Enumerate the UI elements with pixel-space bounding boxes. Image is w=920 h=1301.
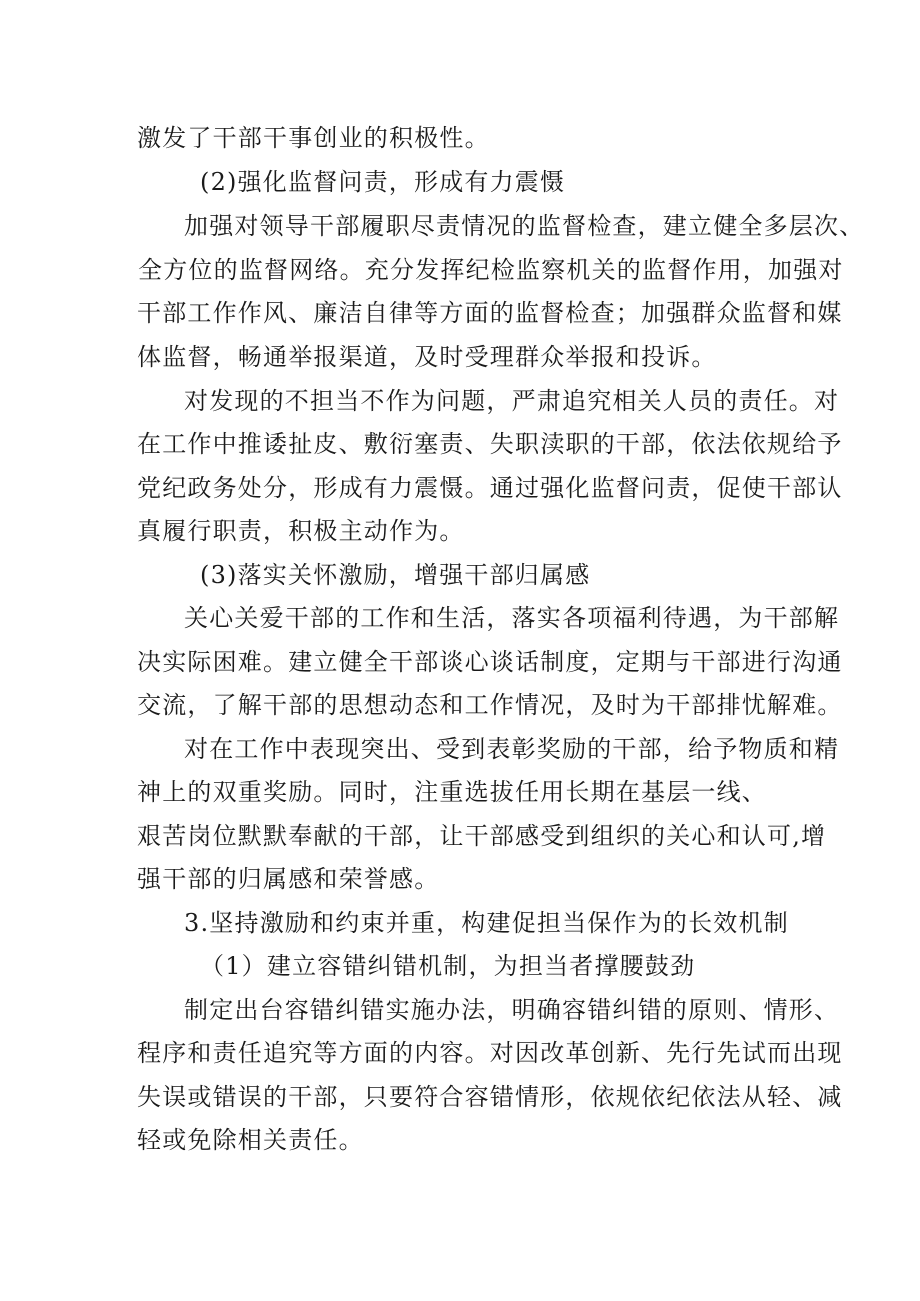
paragraph-line: 党纪政务处分，形成有力震慑。通过强化监督问责，促使干部认 — [137, 474, 843, 502]
section-heading: 3.坚持激励和约束并重，构建促担当保作为的长效机制 — [184, 909, 789, 937]
section-heading: (2)强化监督问责，形成有力震慑 — [200, 168, 566, 196]
paragraph-line: 交流，了解干部的思想动态和工作情况，及时为干部排忧解难。 — [137, 691, 843, 719]
paragraph-line: 艰苦岗位默默奉献的干部，让干部感受到组织的关心和认可,增 — [137, 822, 827, 850]
paragraph-line: 决实际困难。建立健全干部谈心谈话制度，定期与干部进行沟通 — [137, 648, 843, 676]
paragraph-line: 轻或免除相关责任。 — [137, 1126, 364, 1154]
paragraph-line: 关心关爱干部的工作和生活，落实各项福利待遇，为干部解 — [184, 604, 840, 632]
paragraph-line: 强干部的归属感和荣誉感。 — [137, 865, 440, 893]
paragraph-line: 干部工作作风、廉洁自律等方面的监督检查；加强群众监督和媒 — [137, 299, 843, 327]
paragraph-line: 体监督，畅通举报渠道，及时受理群众举报和投诉。 — [137, 343, 717, 371]
paragraph-line: 真履行职责，积极主动作为。 — [137, 517, 465, 545]
paragraph-line: 在工作中推诿扯皮、敷衍塞责、失职渎职的干部，依法依规给予 — [137, 430, 843, 458]
paragraph-line: 制定出台容错纠错实施办法，明确容错纠错的原则、情形、 — [184, 996, 840, 1024]
section-heading: (3)落实关怀激励，增强干部归属感 — [200, 561, 591, 589]
paragraph-line: 程序和责任追究等方面的内容。对因改革创新、先行先试而出现 — [137, 1039, 843, 1067]
paragraph-line: 对发现的不担当不作为问题，严肃追究相关人员的责任。对 — [184, 387, 840, 415]
paragraph-line: 神上的双重奖励。同时，注重选拔任用长期在基层一线、 — [137, 778, 767, 806]
paragraph-line: 激发了干部干事创业的积极性。 — [137, 124, 490, 152]
paragraph-line: 全方位的监督网络。充分发挥纪检监察机关的监督作用，加强对 — [138, 256, 844, 284]
paragraph-line: 对在工作中表现突出、受到表彰奖励的干部，给予物质和精 — [184, 735, 840, 763]
subsection-heading: （1）建立容错纠错机制，为担当者撑腰鼓劲 — [200, 952, 696, 980]
paragraph-line: 失误或错误的干部，只要符合容错情形，依规依纪依法从轻、减 — [137, 1083, 843, 1111]
paragraph-line: 加强对领导干部履职尽责情况的监督检查，建立健全多层次、 — [184, 212, 865, 240]
